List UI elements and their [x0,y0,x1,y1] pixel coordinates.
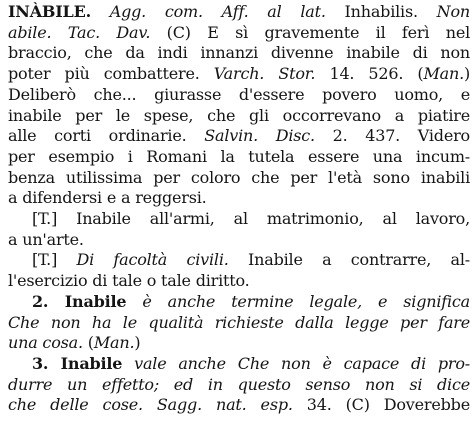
entry-line [8,270,470,292]
entry-text-segment: vale anche Che non è capace di pro- [122,353,470,373]
entry-line [32,249,470,271]
entry-text-segment: Deliberò che... giurasse d'essere povero uomo, e [8,84,470,104]
entry-line [8,146,470,168]
entry-text-segment: ( [82,333,94,353]
entry-line [8,167,470,189]
entry-line [32,353,470,375]
entry-text-segment: 34. (C) Doverebbe [292,395,470,415]
entry-text-segment: [ [32,209,39,228]
entry-text-segment: ) [463,64,470,84]
entry-line [8,22,470,44]
entry-text-segment: Agg. com. Aff. al lat. [90,2,326,21]
entry-text-segment: Inabile a contrarre, al- [228,250,470,270]
entry-line [8,229,470,251]
entry-text-segment: INÀBILE. [8,2,91,21]
entry-text-segment: Inhabilis. [325,2,437,21]
entry-text-segment: ] [51,250,77,270]
entry-line [32,291,470,313]
entry-line [8,42,470,64]
entry-text-segment: abile. Tac. Dav. [8,22,151,42]
entry-text-segment: Non [436,2,470,21]
entry-text-segment: 2. Inabile [32,291,127,311]
entry-text-segment: Che non ha le qualità richieste dalla legge per fare [8,312,470,332]
entry-text-segment: Di facoltà civili. [76,250,229,270]
entry-text-segment: per esempio i Romani la tutela essere una incum- [8,146,470,166]
entry-line [8,63,470,85]
entry-text-segment: durre un effetto; ed in questo senso non si dice [8,374,470,394]
entry-line [8,312,470,334]
entry-text-segment: l'esercizio di tale o tale diritto. [8,271,250,291]
entry-text-segment: alle corti ordinarie. [8,126,205,146]
entry-text-segment: una cosa. [8,333,83,353]
entry-text-segment: è anche termine legale, e significa [126,291,470,311]
entry-line [32,208,470,230]
entry-text-segment: [ [32,250,39,270]
entry-text-segment: T. [38,250,52,270]
entry-text-segment: (C) E sì gravemente il ferì nel [150,22,470,42]
entry-text-segment: 14. 526. ( [315,64,424,84]
entry-line [8,187,470,209]
entry-line [8,105,470,127]
entry-text-segment: braccio, che da indi innanzi divenne inabile di non [8,43,470,63]
entry-text-segment: benza utilissima per coloro che per l'età sono inabili [8,167,470,187]
entry-text-segment: T. [38,209,52,228]
entry-text-segment: Man. [93,333,135,353]
entry-text-segment: che delle cose. Sagg. nat. esp. [8,395,293,415]
entry-line [8,1,470,23]
entry-text-segment: Man. [423,64,464,84]
entry-text-segment: ] Inabile all'armi, al matrimonio, al lavoro, [51,209,470,228]
entry-line [8,374,470,396]
entry-line [8,84,470,106]
entry-text-segment: Varch. Stor. [213,64,316,84]
entry-text-segment: inabile per le spese, che gli occorrevano a piatire [8,105,470,125]
entry-text-segment: a un'arte. [8,229,84,249]
entry-line [8,125,470,147]
entry-text-segment: a difendersi e a reggersi. [8,188,207,208]
entry-text-segment: poter più combattere. [8,64,214,84]
entry-line [8,332,470,354]
entry-text-segment: 3. Inabile [32,353,123,373]
entry-text-segment: Salvin. Disc. [204,126,315,146]
entry-line [8,394,470,416]
entry-text-segment: ) [134,333,141,353]
entry-text-segment: 2. 437. Videro [314,126,470,146]
